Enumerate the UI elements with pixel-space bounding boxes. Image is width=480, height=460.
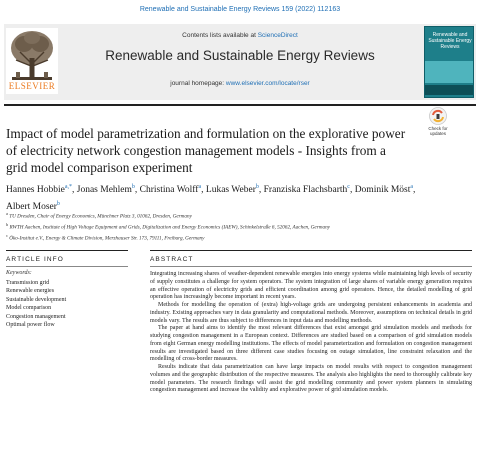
author-affiliation-marker[interactable]: b (255, 184, 259, 190)
article-info-heading: ARTICLE INFO (6, 256, 64, 263)
check-updates-icon (424, 106, 452, 126)
author-name[interactable] (140, 185, 201, 195)
keyword-item: Sustainable development (6, 296, 67, 303)
author-name[interactable] (206, 185, 259, 195)
author-name[interactable] (77, 185, 135, 195)
keyword-item: Transmission grid (6, 280, 50, 286)
article-info-rule-bottom (6, 266, 128, 267)
contents-prefix: Contents lists available at (182, 32, 256, 39)
author-name[interactable] (264, 185, 350, 195)
sciencedirect-link[interactable]: ScienceDirect (257, 32, 298, 39)
author-name-text: Albert Moser (6, 202, 57, 213)
homepage-prefix: journal homepage: (170, 80, 225, 87)
author-affiliation-marker[interactable]: a,* (64, 184, 73, 190)
author-affiliation-marker[interactable]: a (198, 184, 202, 190)
keyword-item: Model comparison (6, 305, 52, 312)
affiliation-list (6, 210, 466, 244)
affiliation-text: TU Dresden, Chair of Energy Economics, Münchner Platz 3, 01062, Dresden, Germany (9, 213, 192, 220)
abstract-paragraph: Results indicate that data parametrization can have large impacts on model results with respect to congestion management volumes and the geographic distribution of the respective measures. The analysis also highlights the need to thoroughly calibrate key model parameters. The research findings will assist the grid modelling community and power system planners in simulating congestion management and increase the validity and explorative power of grid simulation models. (150, 364, 472, 394)
article-title: Impact of model parametrization and formulation on the explorative power of electricity network congestion management models - Insights from a grid model comparison experiment (6, 126, 406, 175)
homepage-link[interactable]: www.elsevier.com/locate/rser (225, 80, 310, 87)
abstract-paragraph: The paper at hand aims to identify the most relevant differences that exist amongst grid simulation models and methods for studying congestion management in a European context. Differences are studied based on a comparison of grid simulation models from eight German energy modelling institutions. The effects of model parameterization and formulation on congestion management results are investigated based on three different case studies focusing on outage simulation, line constraint relaxation and the modelling of cross-border measures. (150, 325, 472, 363)
homepage-line (70, 80, 410, 87)
author-name-text: Christina Wolff (139, 185, 199, 196)
cover-band (425, 61, 473, 83)
contents-line (70, 32, 410, 39)
affiliation-item (6, 232, 466, 243)
cover-band-dark (425, 85, 473, 95)
affiliation-item (6, 221, 466, 232)
abstract-rule-bottom (150, 266, 472, 267)
keywords-list (6, 279, 116, 329)
publisher-logo-text: ELSEVIER (8, 81, 56, 91)
abstract-rule-top (150, 250, 472, 251)
citation-line[interactable]: Renewable and Sustainable Energy Reviews 159 (2022) 112163 (139, 6, 341, 13)
header-rule (4, 104, 476, 106)
author-affiliation-marker[interactable]: c (347, 184, 350, 190)
author-affiliation-marker[interactable]: b (131, 184, 135, 190)
check-for-updates-badge[interactable] (424, 106, 452, 140)
keyword-item: Optimal power flow (6, 322, 55, 329)
journal-cover-thumbnail[interactable] (424, 26, 474, 98)
abstract-body (150, 271, 472, 395)
author-name-text: Dominik Möst (354, 185, 411, 196)
author-list: Hannes Hobbie$^{a,*}$, Jonas Mehlem$^b$, Christina Wolff$^a$, Lukas Weber$^b$, Franziska Flachsbarth$^c$, Dominik Möst$^a$, Albert Moser$^b$ (6, 184, 416, 213)
abstract-paragraph: Integrating increasing shares of weather-dependent renewable energies into energy systems while maintaining high levels of security of supply constitutes a challenge for system operators. The system integration of large shares of variable energy generation requires an effective operation of electricity grids and efficient coordination among grid operators. Hence, the detailed modelling of grid operation has increasingly become important in recent years. (150, 271, 472, 301)
affiliation-marker: a (6, 211, 8, 216)
affiliation-text: RWTH Aachen, Institute of High Voltage Equipment and Grids, Digitalization and Energy Economics (IAEW), Schinkelstraße 6, 52062, Aachen, Germany (9, 224, 330, 231)
journal-title[interactable]: Renewable and Sustainable Energy Reviews (105, 48, 375, 63)
author-name-text: Franziska Flachsbarth (263, 185, 348, 196)
keyword-item: Congestion management (6, 313, 66, 320)
author-affiliation-marker[interactable]: b (56, 201, 60, 208)
author-name-text: Hannes Hobbie (6, 185, 65, 196)
article-info-rule-top (6, 250, 128, 251)
author-name-text: Jonas Mehlem (76, 185, 132, 196)
author-name[interactable] (6, 185, 72, 195)
check-updates-caption: Check for updates (428, 126, 448, 136)
affiliation-item (6, 210, 466, 221)
keyword-item: Renewable energies (6, 288, 55, 295)
affiliation-marker: c (6, 233, 8, 239)
abstract-paragraph: Methods for modelling the operation of (extra) high-voltage grids are undergoing persistent enhancements in academia and industry. Existing approaches vary in data granularity and computational methods. Moreover, assumptions on technical details in grid models vary. The results are thus subject to differences in input data and modelling methods. (150, 302, 472, 324)
affiliation-marker: b (6, 222, 9, 228)
author-name[interactable] (355, 185, 413, 195)
abstract-heading: ABSTRACT (150, 256, 194, 263)
author-name-text: Lukas Weber (205, 185, 256, 196)
cover-title: Renewable and Sustainable Energy Reviews (428, 32, 472, 50)
affiliation-text: Öko-Institut e.V., Energy & Climate Division, Merzhauser Str. 173, 79111, Freiburg, Germany (9, 236, 205, 243)
keywords-label: Keywords: (6, 270, 32, 276)
author-affiliation-marker[interactable]: a (410, 184, 414, 190)
